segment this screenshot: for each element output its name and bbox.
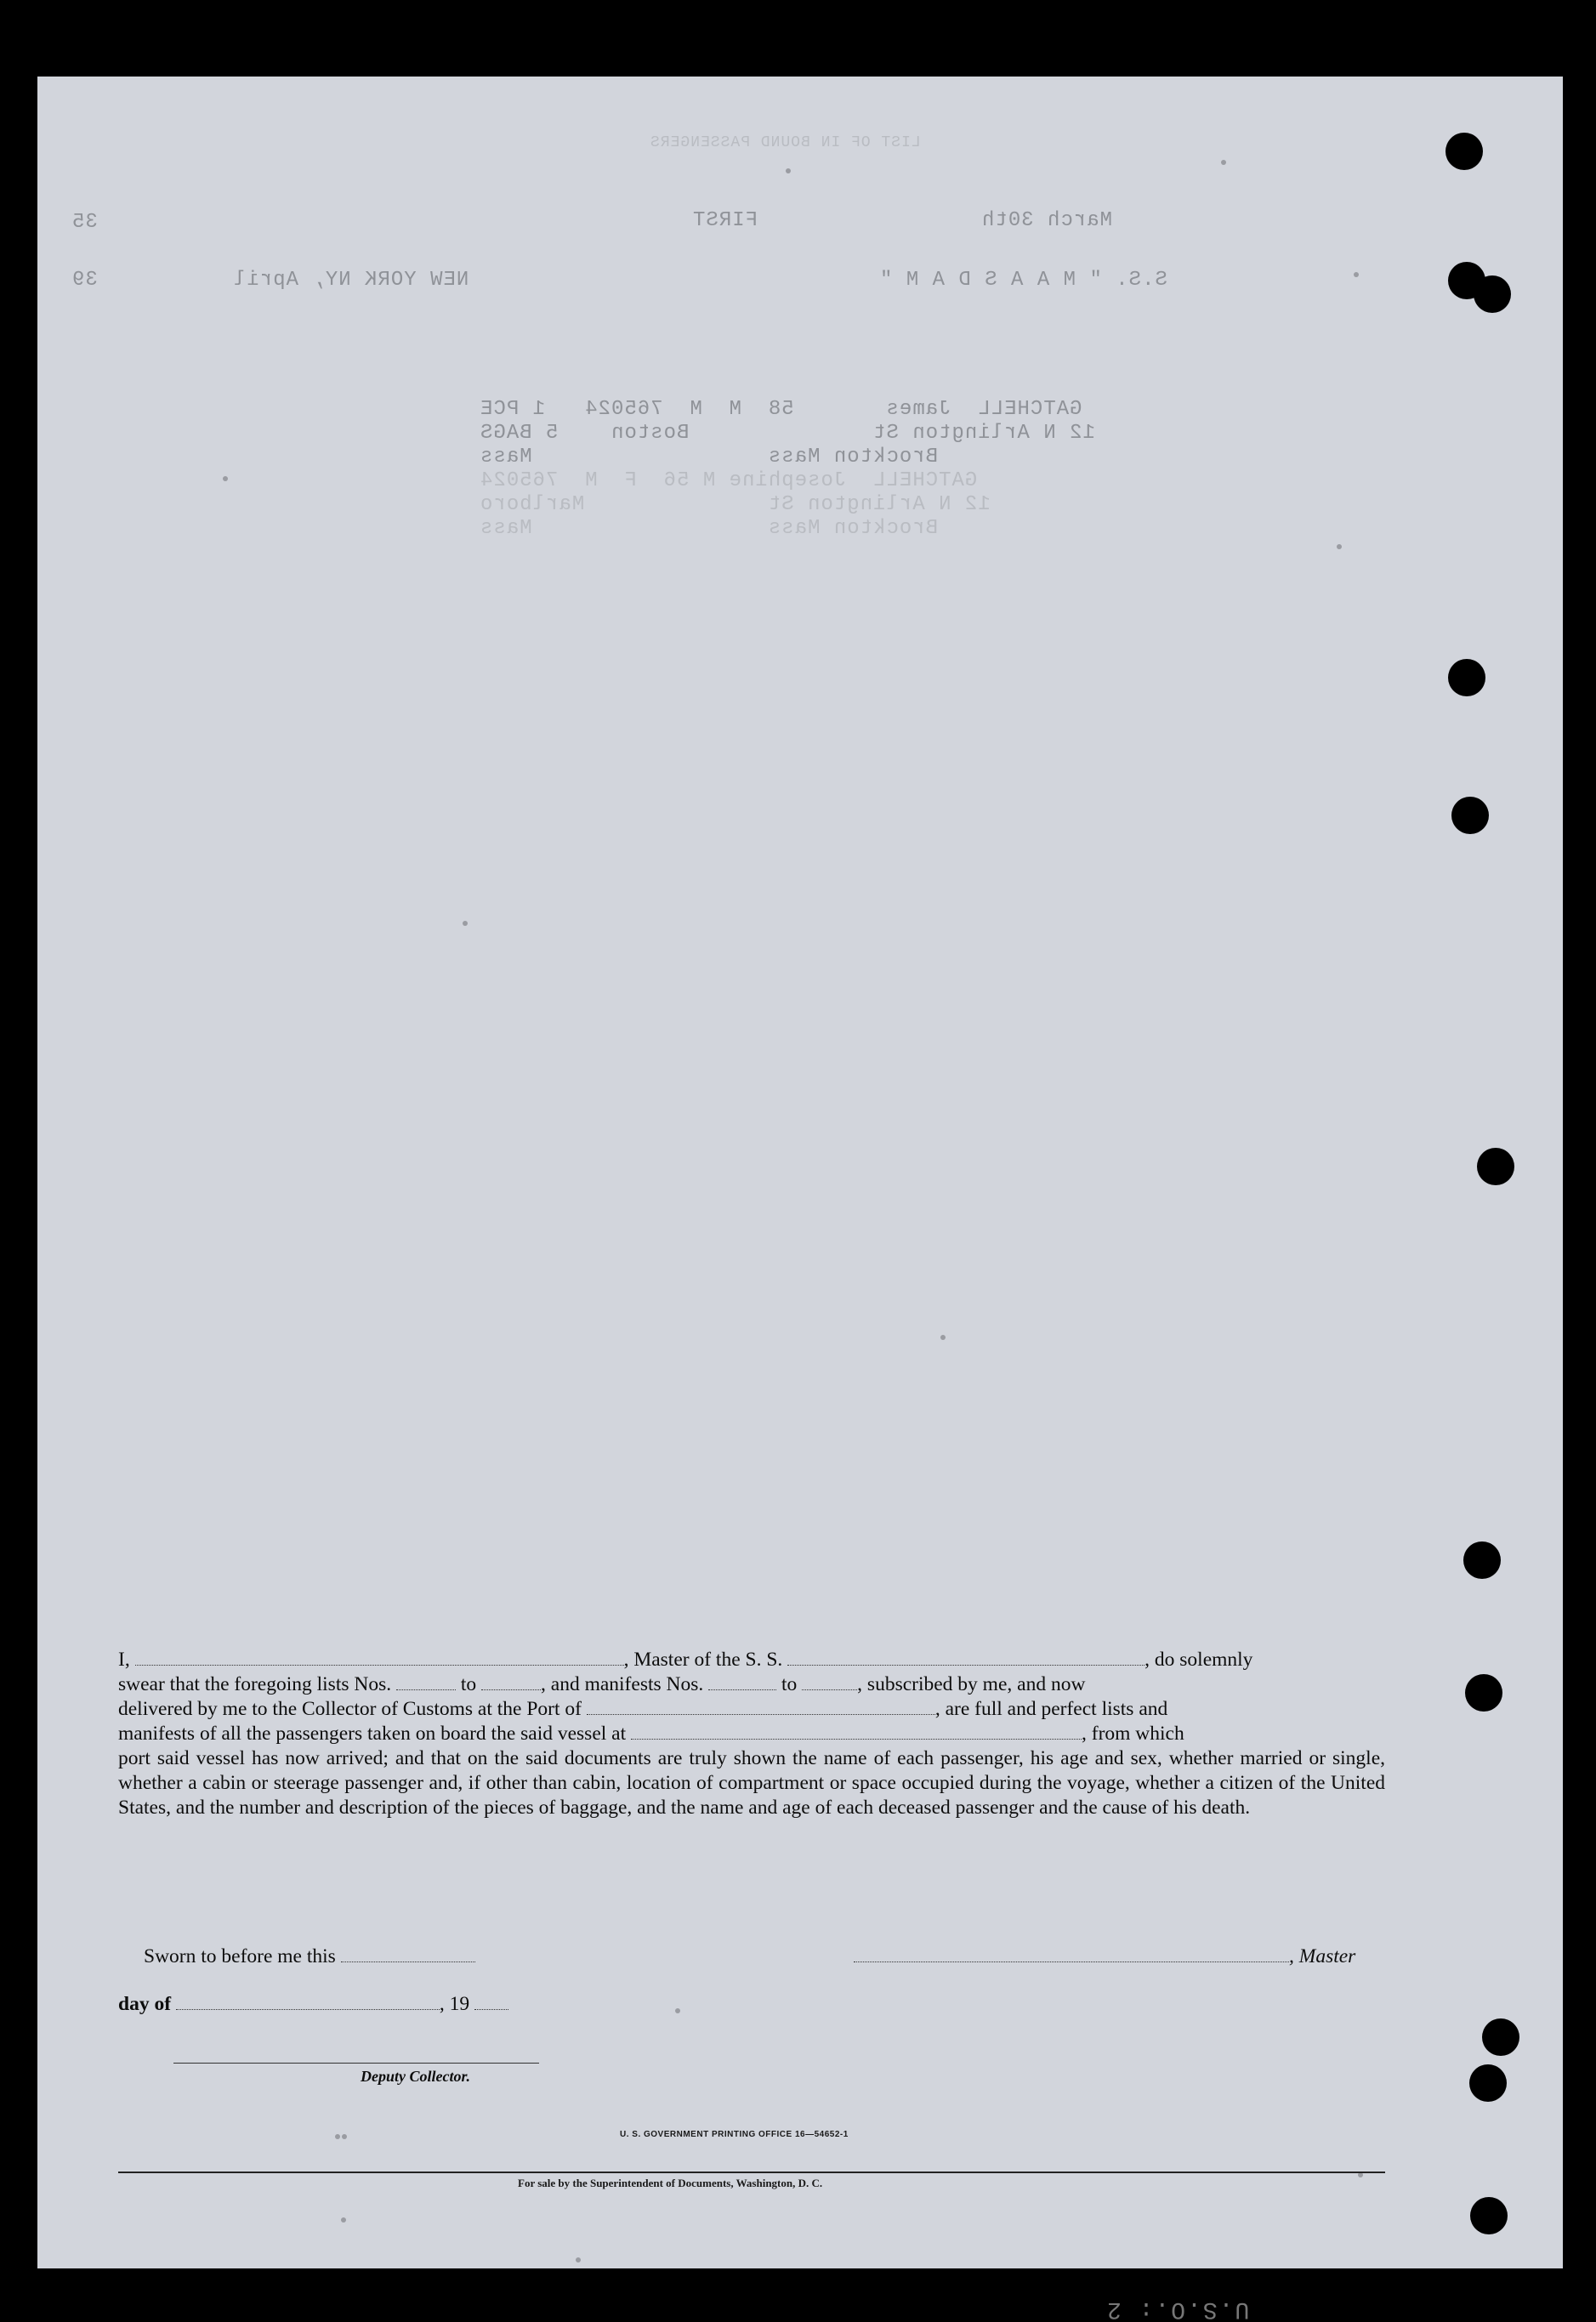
- master-name-blank: [135, 1649, 624, 1666]
- list-to-blank: [481, 1674, 541, 1690]
- oath-to-2: to: [781, 1673, 798, 1695]
- bleed-header-date: March 30th: [981, 209, 1113, 232]
- speck: [223, 476, 228, 481]
- manifest-from-blank: [708, 1674, 776, 1690]
- deputy-signature-rule: [173, 2063, 539, 2064]
- bleed-row: Brockton Mass Mass: [480, 517, 939, 540]
- punch-hole: [1470, 2197, 1508, 2234]
- bleed-row: 12 N Arlington St Boston 5 BAGS: [480, 422, 1095, 445]
- master-label: , Master: [1289, 1945, 1356, 1967]
- master-signature-line: [854, 1945, 1355, 1968]
- oath-subscribed: , subscribed by me, and now: [857, 1673, 1086, 1695]
- oath-body: port said vessel has now arrived; and that on the said documents are truly shown the name of each passenger, his age and sex, whether married or single, whether a cabin or steerage passenger and, if other than cabin, location of compartment or space occupied during the voyage, whether a citizen of the United States, and the number and description of the pieces of baggage, and the name and age of each deceased passenger and the cause of his death.: [118, 1747, 1385, 1819]
- speck: [940, 1335, 946, 1340]
- master-signature-blank: [854, 1946, 1289, 1962]
- vessel-port-blank: [631, 1723, 1082, 1740]
- sworn-label: Sworn to before me this: [144, 1945, 336, 1967]
- speck: [341, 2217, 346, 2223]
- oath-from-which: , from which: [1082, 1723, 1184, 1745]
- oath-port-label: delivered by me to the Collector of Customs at the Port of: [118, 1698, 582, 1720]
- oath-paragraph: [118, 1648, 1385, 1820]
- punch-hole: [1465, 1674, 1502, 1712]
- sworn-date-blank: [341, 1946, 475, 1962]
- bleed-header-title: LIST OF IN BOUND PASSENGERS: [650, 134, 921, 151]
- bleed-row: 12 N Arlington St Marlboro: [480, 493, 991, 516]
- bleed-header-line2: NEW YORK NY, April: [233, 269, 469, 292]
- speck: [335, 2134, 340, 2139]
- punch-hole: [1482, 2018, 1519, 2056]
- bleed-row: GATCHELL Josephine M 56 F M 765024: [480, 469, 978, 492]
- year-label: , 19: [439, 1993, 470, 2015]
- punch-hole: [1445, 133, 1483, 170]
- oath-full-perfect: , are full and perfect lists and: [934, 1698, 1168, 1720]
- speck: [1337, 544, 1342, 549]
- bleed-num-35: 35: [71, 211, 98, 234]
- punch-hole: [1477, 1148, 1514, 1185]
- deputy-collector-label: Deputy Collector.: [361, 2068, 470, 2085]
- oath-do-solemnly: , do solemnly: [1144, 1649, 1253, 1671]
- oath-manifests-label: , and manifests Nos.: [541, 1673, 704, 1695]
- punch-hole: [1469, 2064, 1507, 2102]
- printer-imprint: U. S. GOVERNMENT PRINTING OFFICE 16—54652-1: [620, 2130, 849, 2139]
- oath-i: I,: [118, 1649, 130, 1671]
- port-blank: [587, 1699, 935, 1715]
- list-from-blank: [396, 1674, 456, 1690]
- document-sheet: [37, 77, 1563, 2268]
- bleed-class-label: FIRST: [692, 209, 758, 232]
- day-of-line: [118, 1993, 508, 2016]
- speck: [463, 921, 468, 926]
- speck: [576, 2257, 581, 2262]
- oath-to-1: to: [460, 1673, 477, 1695]
- bleed-row: GATCHELL James 58 M M 765024 1 PCE: [480, 398, 1082, 421]
- punch-hole: [1463, 1541, 1501, 1579]
- year-blank: [474, 1994, 508, 2010]
- bleed-row: Brockton Mass Mass: [480, 446, 939, 468]
- oath-master-of-ss: , Master of the S. S.: [623, 1649, 783, 1671]
- day-of-label: day of: [118, 1993, 172, 2015]
- speck: [342, 2134, 347, 2139]
- oath-vessel-label: manifests of all the passengers taken on board the said vessel at: [118, 1723, 627, 1745]
- speck: [675, 2008, 680, 2013]
- speck: [1354, 272, 1359, 277]
- bleed-ship-name: S.S. " M A A S D A M ": [879, 269, 1167, 292]
- oath-lists-label: swear that the foregoing lists Nos.: [118, 1673, 392, 1695]
- manifest-to-blank: [802, 1674, 857, 1690]
- day-of-blank: [176, 1994, 440, 2010]
- bottom-stamp: U.S.O.: 2: [1105, 2296, 1250, 2322]
- punch-hole: [1448, 659, 1485, 696]
- sworn-line: [144, 1945, 475, 1968]
- speck: [786, 168, 791, 173]
- speck: [1221, 160, 1226, 165]
- bleed-num-39: 39: [71, 269, 98, 292]
- sale-notice: For sale by the Superintendent of Documents, Washington, D. C.: [518, 2177, 823, 2189]
- bottom-rule: [118, 2172, 1385, 2173]
- ship-name-blank: [787, 1649, 1144, 1666]
- punch-hole: [1451, 797, 1489, 834]
- punch-hole: [1474, 275, 1511, 313]
